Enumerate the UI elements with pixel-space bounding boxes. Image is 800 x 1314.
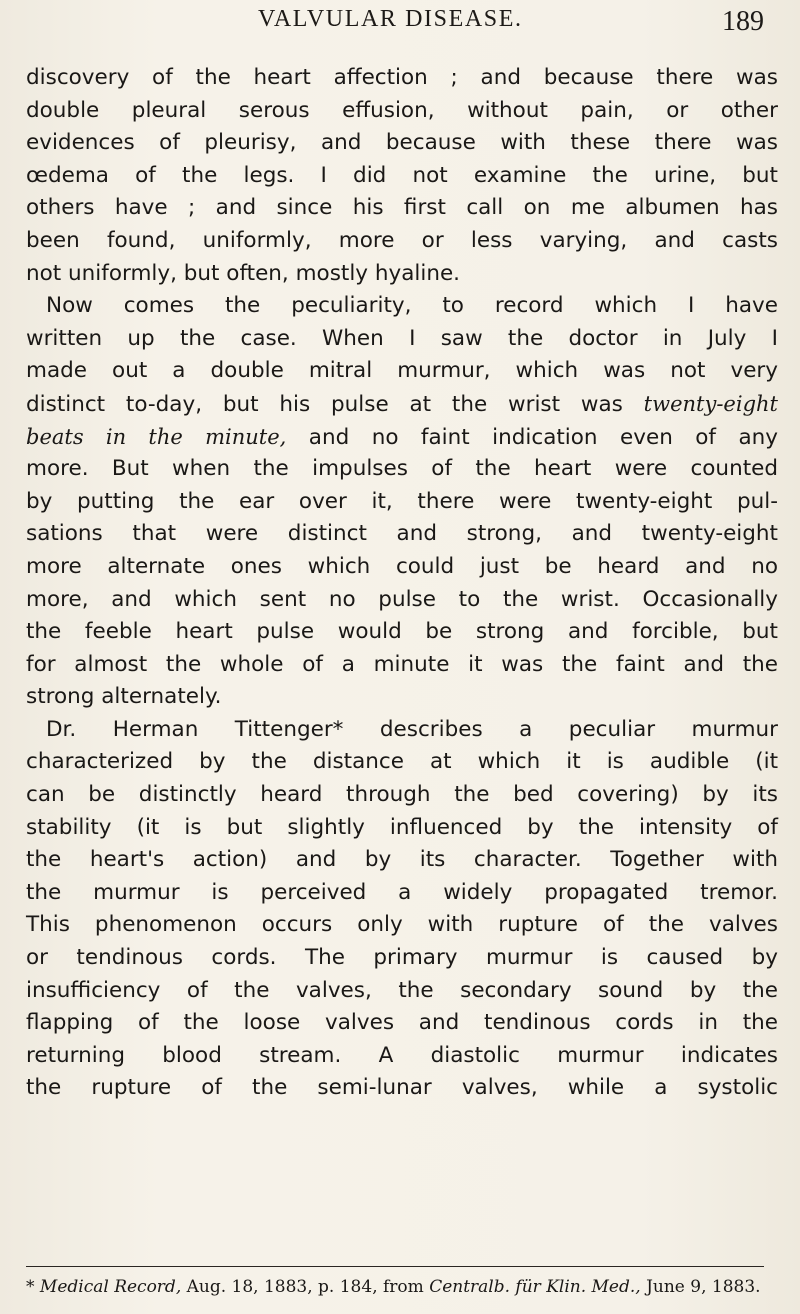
- footnote-text: June 9, 1883.: [646, 1277, 761, 1297]
- text-line: Dr. Herman Tittenger* describes a peculiar murmur: [46, 716, 778, 742]
- emphasis-text: beats in the minute,: [26, 424, 287, 449]
- text-line: the murmur is perceived a widely propagated tremor.: [26, 879, 778, 905]
- footnote-source: Medical Record,: [39, 1277, 182, 1297]
- text-line: sations that were distinct and strong, and twenty-eight: [26, 521, 778, 547]
- text-line: for almost the whole of a minute it was the faint and the: [26, 651, 778, 677]
- text-line: strong alternately.: [26, 684, 222, 710]
- text-line: flapping of the loose valves and tendinous cords in the: [26, 1010, 778, 1036]
- page-number: 189: [722, 6, 764, 37]
- footnote-text: Aug. 18, 1883, p. 184, from: [186, 1277, 424, 1297]
- text-fragment: distinct to-day, but his pulse at the wrist was: [26, 391, 623, 417]
- text-line: the heart's action) and by its character. Together with: [26, 847, 778, 873]
- text-line: made out a double mitral murmur, which was not very: [26, 358, 778, 384]
- text-line: evidences of pleurisy, and because with these there was: [26, 130, 778, 156]
- text-line: stability (it is but slightly influenced by the intensity of: [26, 814, 778, 840]
- text-fragment: and no faint indication even of any: [308, 424, 778, 450]
- text-line: been found, uniformly, more or less varying, and casts: [26, 227, 778, 253]
- text-line: the feeble heart pulse would be strong and forcible, but: [26, 619, 778, 645]
- footnote-marker: *: [26, 1277, 35, 1297]
- text-line: more. But when the impulses of the heart were counted: [26, 456, 778, 482]
- text-line: the rupture of the semi-lunar valves, while a systolic: [26, 1075, 778, 1101]
- text-line: more, and which sent no pulse to the wrist. Occasionally: [26, 586, 778, 612]
- text-line: more alternate ones which could just be heard and no: [26, 553, 778, 579]
- text-line: returning blood stream. A diastolic murmur indicates: [26, 1042, 778, 1068]
- text-line: insufficiency of the valves, the secondary sound by the: [26, 977, 778, 1003]
- text-line: by putting the ear over it, there were twenty-eight pul-: [26, 488, 778, 514]
- text-line: discovery of the heart affection ; and because there was: [26, 65, 778, 90]
- running-head: VALVULAR DISEASE.: [258, 6, 523, 32]
- text-line: characterized by the distance at which it is audible (it: [26, 749, 778, 775]
- body-text: [26, 62, 778, 1105]
- text-line: others have ; and since his first call on me albumen has: [26, 195, 778, 221]
- footnote-rule: [26, 1266, 764, 1267]
- text-line: Now comes the peculiarity, to record which I have: [46, 293, 778, 319]
- emphasis-text: twenty-eight: [643, 391, 778, 416]
- text-line: or tendinous cords. The primary murmur is caused by: [26, 945, 778, 971]
- text-line: can be distinctly heard through the bed covering) by its: [26, 782, 778, 808]
- footnote: [26, 1276, 764, 1299]
- footnote-source: Centralb. für Klin. Med.,: [429, 1277, 641, 1297]
- text-line: written up the case. When I saw the doctor in July I: [26, 325, 778, 351]
- text-line: œdema of the legs. I did not examine the urine, but: [26, 162, 778, 188]
- text-line: This phenomenon occurs only with rupture of the valves: [26, 912, 778, 938]
- text-line: not uniformly, but often, mostly hyaline.: [26, 260, 461, 286]
- text-line-with-emphasis: [26, 421, 778, 454]
- text-line: double pleural serous effusion, without pain, or other: [26, 97, 778, 123]
- page-header: [0, 6, 800, 46]
- text-line-with-emphasis: [26, 388, 778, 421]
